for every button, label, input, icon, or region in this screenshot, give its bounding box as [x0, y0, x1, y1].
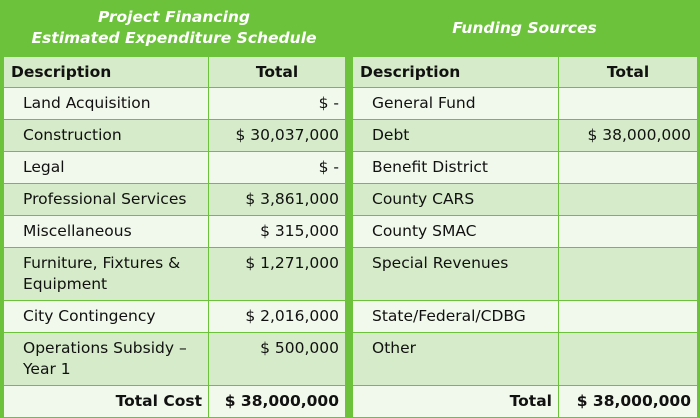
total-value: $ 38,000,000: [209, 386, 346, 418]
row-description: Legal: [4, 152, 209, 184]
table-row: [353, 120, 698, 152]
row-description: Operations Subsidy – Year 1: [4, 333, 209, 386]
table-row: [4, 248, 346, 301]
funding-title-text: Funding Sources: [452, 18, 597, 37]
table-row: [353, 301, 698, 333]
table-row: [353, 184, 698, 216]
row-total: $ 3,861,000: [209, 184, 346, 216]
row-description: City Contingency: [4, 301, 209, 333]
row-description: Professional Services: [4, 184, 209, 216]
column-header-description: Description: [353, 57, 559, 88]
row-description: General Fund: [353, 88, 559, 120]
table-row: [353, 248, 698, 301]
table-row: [4, 152, 346, 184]
table-row: [353, 88, 698, 120]
row-total: $ -: [209, 152, 346, 184]
row-description: Special Revenues: [353, 248, 559, 301]
table-row: [353, 152, 698, 184]
table-row: [4, 88, 346, 120]
row-description: Construction: [4, 120, 209, 152]
total-value: $ 38,000,000: [559, 386, 698, 418]
total-label: Total Cost: [4, 386, 209, 418]
expenditure-title-line1: Project Financing: [97, 8, 251, 26]
row-total: [559, 216, 698, 248]
column-header-description: Description: [4, 57, 209, 88]
funding-table: [352, 56, 698, 418]
table-row: [4, 184, 346, 216]
row-description: Land Acquisition: [4, 88, 209, 120]
table-row: [4, 120, 346, 152]
total-label: Total: [353, 386, 559, 418]
row-total: $ 2,016,000: [209, 301, 346, 333]
column-header-total: Total: [209, 57, 346, 88]
expenditure-title-line2: Estimated Expenditure Schedule: [31, 29, 317, 47]
row-total: $ 1,271,000: [209, 248, 346, 301]
row-description: Other: [353, 333, 559, 386]
table-row: [353, 216, 698, 248]
row-total: [559, 248, 698, 301]
row-description: Benefit District: [353, 152, 559, 184]
row-total: $ 30,037,000: [209, 120, 346, 152]
row-description: Furniture, Fixtures & Equipment: [4, 248, 209, 301]
row-description: County CARS: [353, 184, 559, 216]
funding-title: [352, 0, 697, 56]
row-total: [559, 301, 698, 333]
row-total: $ 315,000: [209, 216, 346, 248]
expenditure-table: [3, 56, 346, 418]
row-total: $ 500,000: [209, 333, 346, 386]
total-row: [353, 386, 698, 418]
row-description: Miscellaneous: [4, 216, 209, 248]
row-total: [559, 184, 698, 216]
expenditure-title: [3, 0, 345, 56]
table-row: [4, 333, 346, 386]
row-total: [559, 88, 698, 120]
table-row: [353, 333, 698, 386]
table-row: [4, 301, 346, 333]
column-header-total: Total: [559, 57, 698, 88]
row-description: County SMAC: [353, 216, 559, 248]
row-total: $ 38,000,000: [559, 120, 698, 152]
expenditure-panel: [3, 0, 345, 418]
row-description: State/Federal/CDBG: [353, 301, 559, 333]
row-total: [559, 152, 698, 184]
table-row: [4, 216, 346, 248]
row-description: Debt: [353, 120, 559, 152]
total-row: [4, 386, 346, 418]
funding-panel: [352, 0, 697, 418]
row-total: $ -: [209, 88, 346, 120]
row-total: [559, 333, 698, 386]
